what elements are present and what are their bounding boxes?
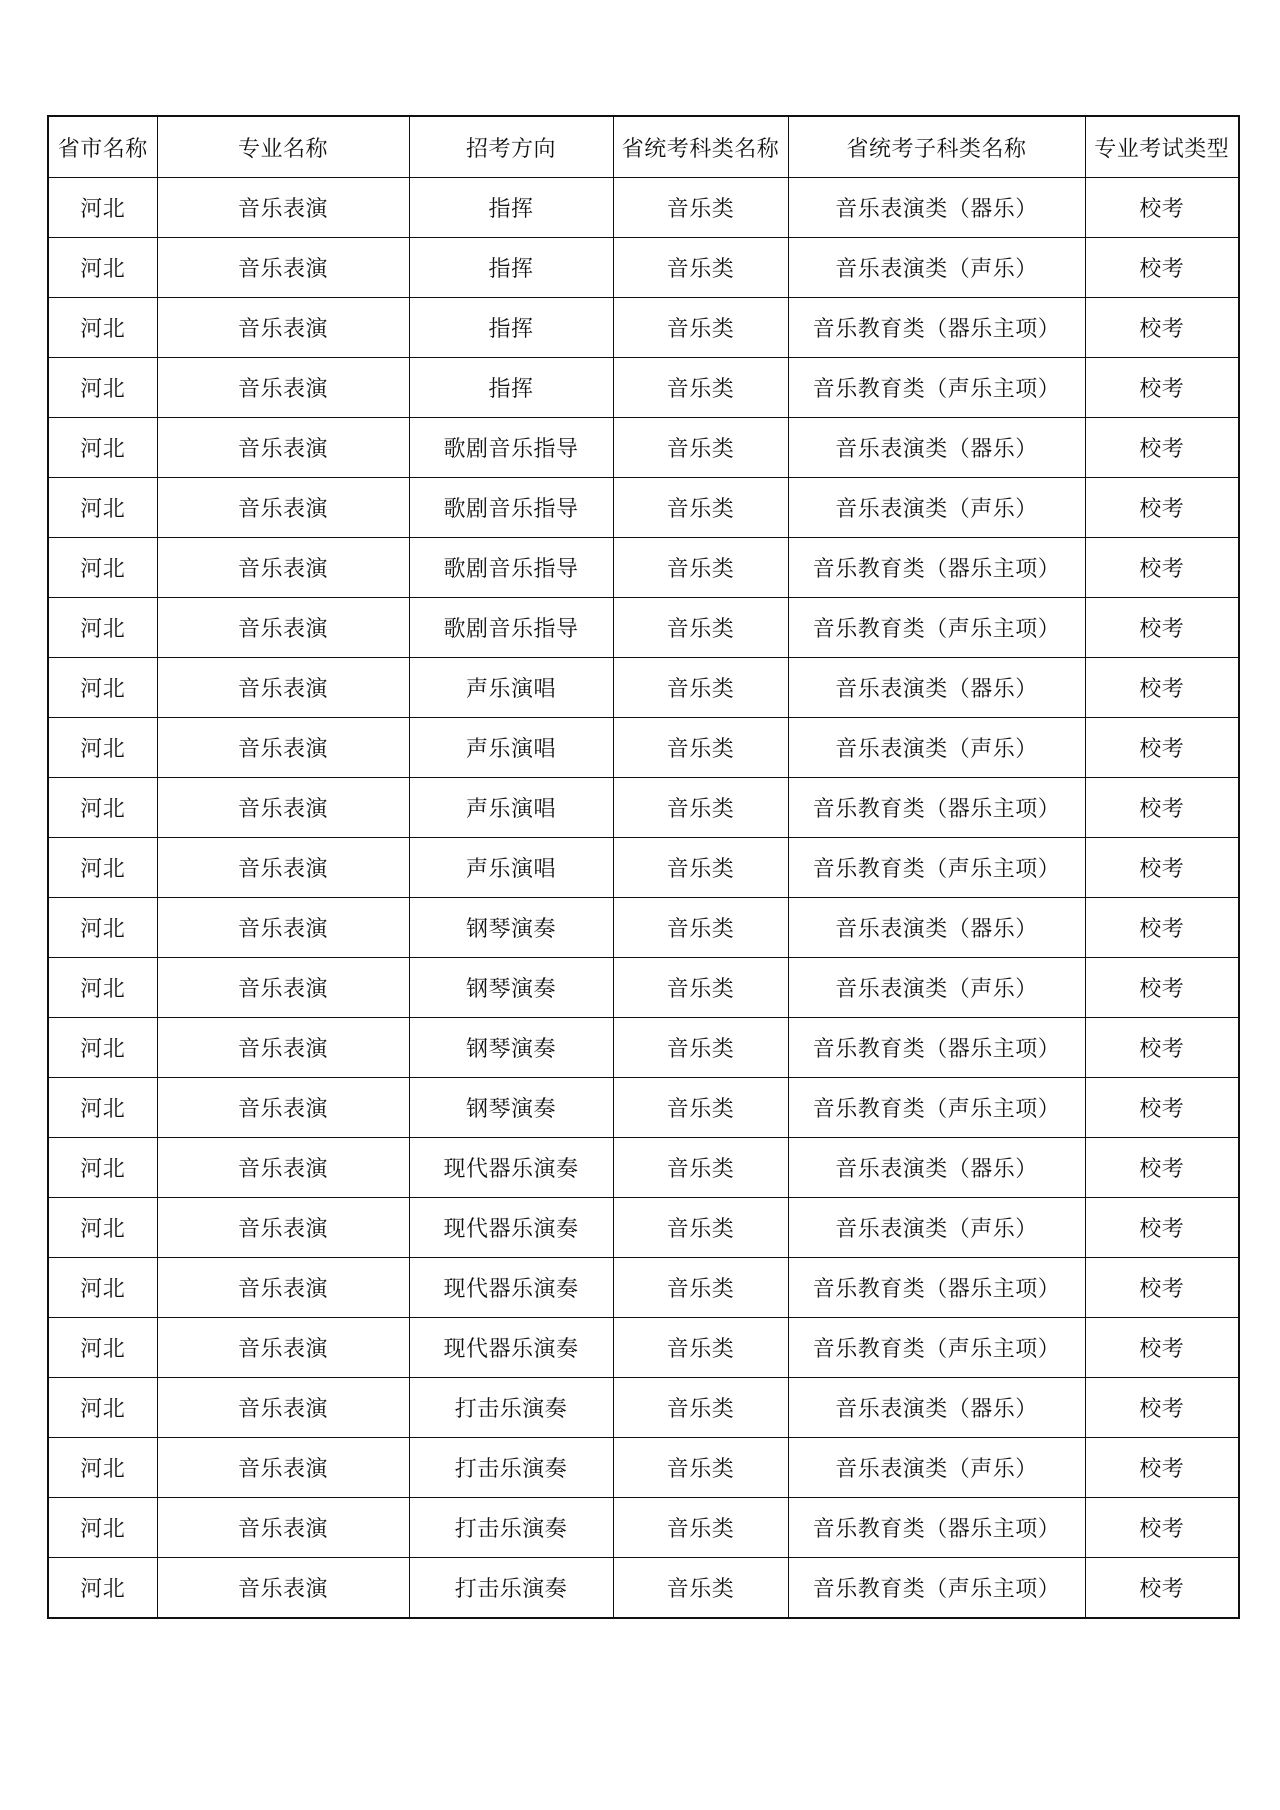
table-row	[48, 1018, 1239, 1078]
cell-major: 音乐表演	[157, 958, 409, 1018]
table-row	[48, 1078, 1239, 1138]
cell-province: 河北	[48, 1258, 157, 1318]
cell-province: 河北	[48, 1558, 157, 1619]
cell-direction: 指挥	[409, 358, 613, 418]
cell-province: 河北	[48, 358, 157, 418]
cell-exam-category: 音乐类	[613, 958, 788, 1018]
table-body	[48, 178, 1239, 1619]
cell-major: 音乐表演	[157, 298, 409, 358]
cell-exam-category: 音乐类	[613, 1318, 788, 1378]
table-row	[48, 1498, 1239, 1558]
cell-exam-subcategory: 音乐教育类（声乐主项）	[788, 598, 1085, 658]
cell-province: 河北	[48, 838, 157, 898]
cell-direction: 打击乐演奏	[409, 1498, 613, 1558]
cell-province: 河北	[48, 778, 157, 838]
cell-province: 河北	[48, 1378, 157, 1438]
cell-exam-category: 音乐类	[613, 1018, 788, 1078]
cell-major: 音乐表演	[157, 838, 409, 898]
cell-exam-type: 校考	[1085, 1198, 1239, 1258]
cell-exam-type: 校考	[1085, 958, 1239, 1018]
cell-exam-category: 音乐类	[613, 178, 788, 238]
cell-province: 河北	[48, 1078, 157, 1138]
cell-exam-subcategory: 音乐教育类（器乐主项）	[788, 778, 1085, 838]
cell-direction: 打击乐演奏	[409, 1558, 613, 1619]
cell-exam-category: 音乐类	[613, 1078, 788, 1138]
cell-exam-category: 音乐类	[613, 1198, 788, 1258]
cell-direction: 钢琴演奏	[409, 898, 613, 958]
cell-exam-category: 音乐类	[613, 298, 788, 358]
table-row	[48, 838, 1239, 898]
cell-exam-subcategory: 音乐教育类（器乐主项）	[788, 1498, 1085, 1558]
cell-exam-category: 音乐类	[613, 1498, 788, 1558]
cell-province: 河北	[48, 538, 157, 598]
cell-exam-category: 音乐类	[613, 538, 788, 598]
header-exam-type: 专业考试类型	[1085, 116, 1239, 178]
cell-major: 音乐表演	[157, 1198, 409, 1258]
cell-exam-subcategory: 音乐教育类（声乐主项）	[788, 358, 1085, 418]
cell-exam-type: 校考	[1085, 238, 1239, 298]
cell-direction: 现代器乐演奏	[409, 1318, 613, 1378]
cell-exam-subcategory: 音乐教育类（器乐主项）	[788, 1018, 1085, 1078]
cell-exam-type: 校考	[1085, 1498, 1239, 1558]
cell-direction: 打击乐演奏	[409, 1378, 613, 1438]
cell-exam-type: 校考	[1085, 1018, 1239, 1078]
cell-major: 音乐表演	[157, 1138, 409, 1198]
cell-exam-category: 音乐类	[613, 658, 788, 718]
cell-province: 河北	[48, 1498, 157, 1558]
table-header	[48, 116, 1239, 178]
cell-major: 音乐表演	[157, 1558, 409, 1619]
cell-exam-subcategory: 音乐表演类（声乐）	[788, 1198, 1085, 1258]
cell-exam-subcategory: 音乐表演类（声乐）	[788, 718, 1085, 778]
cell-exam-subcategory: 音乐表演类（声乐）	[788, 958, 1085, 1018]
cell-direction: 歌剧音乐指导	[409, 418, 613, 478]
cell-exam-category: 音乐类	[613, 358, 788, 418]
cell-exam-subcategory: 音乐表演类（声乐）	[788, 1438, 1085, 1498]
cell-exam-type: 校考	[1085, 718, 1239, 778]
cell-exam-subcategory: 音乐教育类（声乐主项）	[788, 1078, 1085, 1138]
table-row	[48, 1378, 1239, 1438]
cell-exam-type: 校考	[1085, 838, 1239, 898]
cell-major: 音乐表演	[157, 478, 409, 538]
cell-province: 河北	[48, 658, 157, 718]
table-row	[48, 418, 1239, 478]
table-row	[48, 778, 1239, 838]
cell-direction: 声乐演唱	[409, 838, 613, 898]
cell-exam-type: 校考	[1085, 1318, 1239, 1378]
cell-major: 音乐表演	[157, 1498, 409, 1558]
cell-exam-category: 音乐类	[613, 478, 788, 538]
cell-exam-type: 校考	[1085, 1378, 1239, 1438]
cell-exam-subcategory: 音乐教育类（器乐主项）	[788, 1258, 1085, 1318]
cell-major: 音乐表演	[157, 658, 409, 718]
cell-exam-subcategory: 音乐教育类（声乐主项）	[788, 838, 1085, 898]
cell-exam-subcategory: 音乐表演类（器乐）	[788, 418, 1085, 478]
header-province: 省市名称	[48, 116, 157, 178]
cell-exam-type: 校考	[1085, 418, 1239, 478]
header-major: 专业名称	[157, 116, 409, 178]
cell-exam-subcategory: 音乐表演类（器乐）	[788, 1378, 1085, 1438]
table-row	[48, 478, 1239, 538]
cell-direction: 现代器乐演奏	[409, 1138, 613, 1198]
cell-direction: 钢琴演奏	[409, 1018, 613, 1078]
cell-exam-subcategory: 音乐教育类（声乐主项）	[788, 1318, 1085, 1378]
cell-direction: 声乐演唱	[409, 658, 613, 718]
cell-exam-type: 校考	[1085, 778, 1239, 838]
cell-exam-subcategory: 音乐教育类（声乐主项）	[788, 1558, 1085, 1619]
cell-exam-type: 校考	[1085, 598, 1239, 658]
cell-exam-category: 音乐类	[613, 838, 788, 898]
cell-direction: 钢琴演奏	[409, 1078, 613, 1138]
table-row	[48, 598, 1239, 658]
table-row	[48, 1258, 1239, 1318]
cell-direction: 歌剧音乐指导	[409, 478, 613, 538]
cell-exam-subcategory: 音乐表演类（器乐）	[788, 1138, 1085, 1198]
cell-exam-category: 音乐类	[613, 598, 788, 658]
cell-exam-category: 音乐类	[613, 1558, 788, 1619]
table-row	[48, 958, 1239, 1018]
cell-exam-category: 音乐类	[613, 1258, 788, 1318]
cell-exam-subcategory: 音乐表演类（声乐）	[788, 478, 1085, 538]
table-row	[48, 658, 1239, 718]
cell-direction: 指挥	[409, 238, 613, 298]
cell-exam-category: 音乐类	[613, 898, 788, 958]
cell-direction: 声乐演唱	[409, 778, 613, 838]
table-row	[48, 178, 1239, 238]
cell-province: 河北	[48, 898, 157, 958]
cell-exam-type: 校考	[1085, 1078, 1239, 1138]
cell-direction: 指挥	[409, 298, 613, 358]
cell-exam-category: 音乐类	[613, 1378, 788, 1438]
cell-province: 河北	[48, 478, 157, 538]
cell-direction: 现代器乐演奏	[409, 1198, 613, 1258]
cell-province: 河北	[48, 958, 157, 1018]
table-row	[48, 718, 1239, 778]
cell-exam-subcategory: 音乐表演类（器乐）	[788, 658, 1085, 718]
cell-province: 河北	[48, 178, 157, 238]
cell-province: 河北	[48, 1138, 157, 1198]
cell-exam-type: 校考	[1085, 538, 1239, 598]
cell-exam-category: 音乐类	[613, 238, 788, 298]
cell-major: 音乐表演	[157, 1258, 409, 1318]
cell-province: 河北	[48, 718, 157, 778]
cell-province: 河北	[48, 1438, 157, 1498]
header-row	[48, 116, 1239, 178]
cell-major: 音乐表演	[157, 598, 409, 658]
header-exam-category: 省统考科类名称	[613, 116, 788, 178]
table-row	[48, 1558, 1239, 1619]
admissions-table	[47, 115, 1240, 1619]
table-row	[48, 298, 1239, 358]
cell-exam-type: 校考	[1085, 1138, 1239, 1198]
table-row	[48, 238, 1239, 298]
cell-exam-type: 校考	[1085, 1558, 1239, 1619]
cell-direction: 歌剧音乐指导	[409, 598, 613, 658]
cell-major: 音乐表演	[157, 238, 409, 298]
cell-province: 河北	[48, 298, 157, 358]
cell-major: 音乐表演	[157, 1378, 409, 1438]
cell-major: 音乐表演	[157, 778, 409, 838]
cell-direction: 歌剧音乐指导	[409, 538, 613, 598]
cell-exam-type: 校考	[1085, 1438, 1239, 1498]
cell-province: 河北	[48, 598, 157, 658]
cell-province: 河北	[48, 1318, 157, 1378]
cell-major: 音乐表演	[157, 1018, 409, 1078]
cell-exam-type: 校考	[1085, 658, 1239, 718]
cell-exam-category: 音乐类	[613, 718, 788, 778]
cell-major: 音乐表演	[157, 1078, 409, 1138]
cell-exam-subcategory: 音乐表演类（器乐）	[788, 178, 1085, 238]
cell-major: 音乐表演	[157, 538, 409, 598]
cell-exam-category: 音乐类	[613, 418, 788, 478]
cell-exam-type: 校考	[1085, 478, 1239, 538]
cell-province: 河北	[48, 1018, 157, 1078]
cell-exam-category: 音乐类	[613, 1438, 788, 1498]
cell-major: 音乐表演	[157, 418, 409, 478]
cell-exam-type: 校考	[1085, 898, 1239, 958]
cell-direction: 声乐演唱	[409, 718, 613, 778]
cell-exam-subcategory: 音乐表演类（声乐）	[788, 238, 1085, 298]
cell-exam-subcategory: 音乐教育类（器乐主项）	[788, 538, 1085, 598]
cell-exam-type: 校考	[1085, 1258, 1239, 1318]
cell-exam-category: 音乐类	[613, 1138, 788, 1198]
cell-exam-type: 校考	[1085, 358, 1239, 418]
table-row	[48, 898, 1239, 958]
table-row	[48, 358, 1239, 418]
cell-direction: 现代器乐演奏	[409, 1258, 613, 1318]
cell-major: 音乐表演	[157, 1438, 409, 1498]
table-row	[48, 1138, 1239, 1198]
table-row	[48, 1198, 1239, 1258]
table-row	[48, 1438, 1239, 1498]
cell-major: 音乐表演	[157, 358, 409, 418]
cell-direction: 打击乐演奏	[409, 1438, 613, 1498]
cell-exam-subcategory: 音乐表演类（器乐）	[788, 898, 1085, 958]
cell-exam-category: 音乐类	[613, 778, 788, 838]
cell-major: 音乐表演	[157, 1318, 409, 1378]
table-row	[48, 1318, 1239, 1378]
cell-province: 河北	[48, 238, 157, 298]
cell-exam-type: 校考	[1085, 178, 1239, 238]
cell-major: 音乐表演	[157, 178, 409, 238]
table-row	[48, 538, 1239, 598]
cell-province: 河北	[48, 418, 157, 478]
cell-direction: 钢琴演奏	[409, 958, 613, 1018]
cell-major: 音乐表演	[157, 898, 409, 958]
header-exam-subcategory: 省统考子科类名称	[788, 116, 1085, 178]
cell-exam-subcategory: 音乐教育类（器乐主项）	[788, 298, 1085, 358]
cell-direction: 指挥	[409, 178, 613, 238]
cell-province: 河北	[48, 1198, 157, 1258]
header-direction: 招考方向	[409, 116, 613, 178]
cell-major: 音乐表演	[157, 718, 409, 778]
cell-exam-type: 校考	[1085, 298, 1239, 358]
